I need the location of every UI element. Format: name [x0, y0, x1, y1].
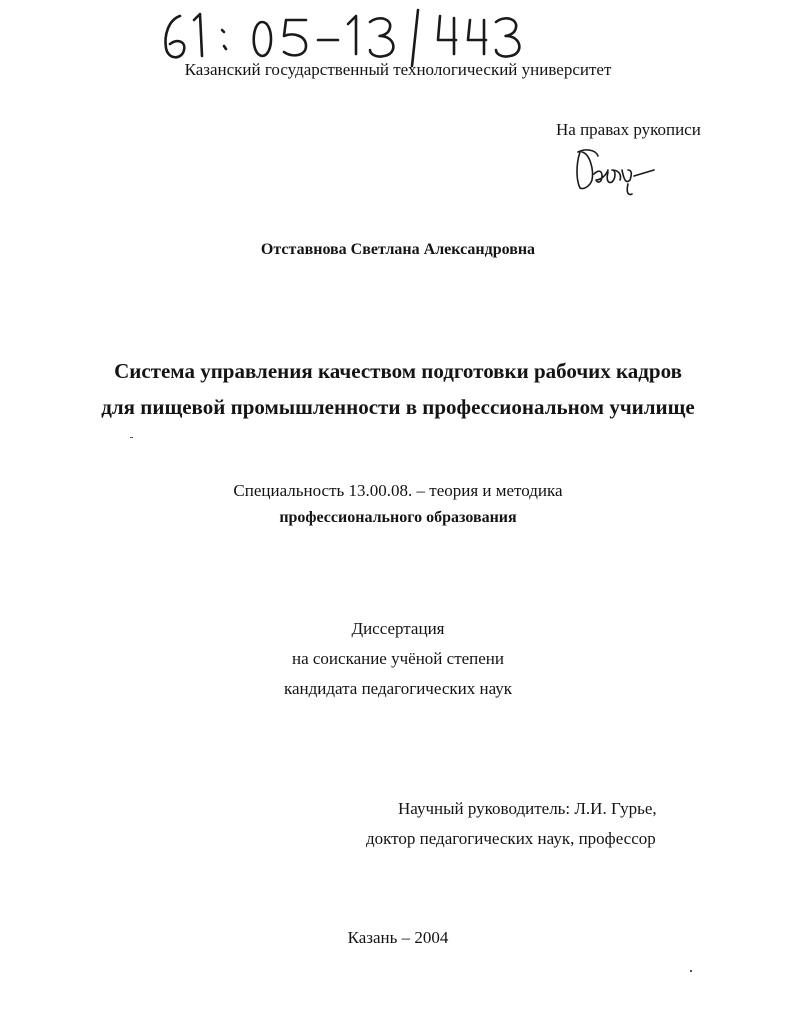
scan-speck	[130, 437, 133, 438]
document-type: Диссертация	[351, 619, 445, 638]
signature-drawing	[572, 140, 662, 206]
supervisor-credentials: доктор педагогических наук, профессор	[366, 829, 656, 848]
author-name: Отставнова Светлана Александровна	[260, 241, 536, 258]
author-signature	[572, 140, 662, 206]
handwritten-stamp-drawing	[158, 6, 538, 68]
specialty-line-1: Специальность 13.00.08. – теория и методика	[233, 481, 563, 500]
handwritten-archive-number	[158, 6, 538, 68]
thesis-title-line-1: Система управления качеством подготовки рабочих кадров	[114, 359, 682, 383]
manuscript-rights-label: На правах рукописи	[556, 120, 701, 139]
scan-speck	[690, 970, 692, 972]
thesis-title-line-2: для пищевой промышленности в профессиональном училище	[101, 395, 695, 419]
specialty-line-2: профессионального образования	[279, 509, 517, 526]
degree-line-1: на соискание учёной степени	[291, 649, 505, 668]
supervisor-name: Научный руководитель: Л.И. Гурье,	[398, 799, 657, 818]
university-name: Казанский государственный технологический университет	[184, 60, 612, 79]
city-and-year: Казань – 2004	[347, 928, 449, 947]
degree-line-2: кандидата педагогических наук	[283, 679, 513, 698]
